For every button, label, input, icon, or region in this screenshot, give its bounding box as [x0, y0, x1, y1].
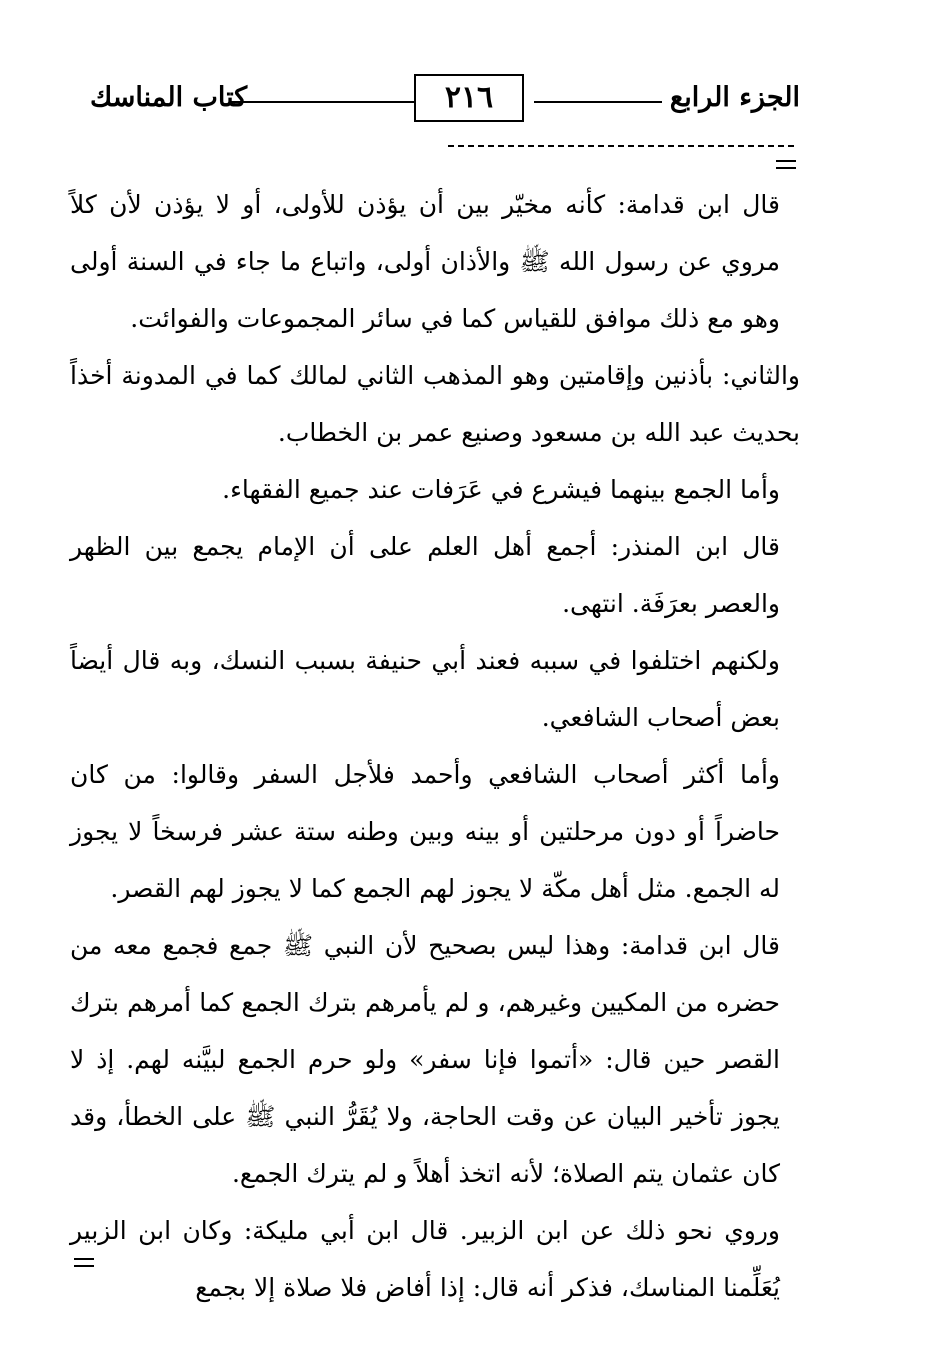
paragraph: قال ابن قدامة: كأنه مخيّر بين أن يؤذن للأولى، أو لا يؤذن لأن كلاً مروي عن رسول الله ﷺ والأذان أولى، واتباع ما جاء في السنة أولى وهو مع ذلك موافق للقياس كما في سائر المجموعات والفوائت. — [70, 190, 780, 333]
paragraph: والثاني: بأذنين وإقامتين وهو المذهب الثاني لمالك كما في المدونة أخذاً بحديث عبد الله بن مسعود وصنيع عمر بن الخطاب. — [70, 361, 800, 447]
header-rule-right — [534, 101, 662, 103]
header-dashed-rule — [448, 145, 794, 147]
continuation-mark-top — [776, 160, 796, 169]
continuation-mark-bottom — [74, 1258, 94, 1267]
header-part: الجزء الرابع — [669, 82, 800, 113]
paragraph: قال ابن المنذر: أجمع أهل العلم على أن الإمام يجمع بين الظهر والعصر بعرَفَة. انتهى. — [70, 532, 780, 618]
page-number: ٢١٦ — [414, 74, 524, 122]
page-body — [70, 176, 800, 1316]
page-header — [60, 70, 800, 130]
header-book: كتاب المناسك — [90, 82, 248, 113]
paragraph: وأما الجمع بينهما فيشرع في عَرَفات عند جميع الفقهاء. — [222, 475, 780, 504]
paragraph: قال ابن قدامة: وهذا ليس بصحيح لأن النبي ﷺ جمع فجمع معه من حضره من المكيين وغيرهم، و لم يأمرهم بترك الجمع كما أمرهم بترك القصر حين قال: «أتموا فإنا سفر» ولو حرم الجمع لبيَّنه لهم. إذ لا يجوز تأخير البيان عن وقت الحاجة، ولا يُقَرُّ النبي ﷺ على الخطأ، وقد كان عثمان يتم الصلاة؛ لأنه اتخذ أهلاً و لم يترك الجمع. — [70, 931, 780, 1188]
paragraph: ولكنهم اختلفوا في سببه فعند أبي حنيفة بسبب النسك، وبه قال أيضاً بعض أصحاب الشافعي. — [70, 646, 780, 732]
paragraph: وأما أكثر أصحاب الشافعي وأحمد فلأجل السفر وقالوا: من كان حاضراً أو دون مرحلتين أو بينه وبين وطنه ستة عشر فرسخاً لا يجوز له الجمع. مثل أهل مكّة لا يجوز لهم الجمع كما لا يجوز لهم القصر. — [70, 760, 780, 903]
header-rule-left — [230, 101, 414, 103]
paragraph: وروي نحو ذلك عن ابن الزبير. قال ابن أبي مليكة: وكان ابن الزبير يُعَلِّمنا المناسك، فذكر أنه قال: إذا أفاض فلا صلاة إلا بجمع — [70, 1216, 780, 1302]
